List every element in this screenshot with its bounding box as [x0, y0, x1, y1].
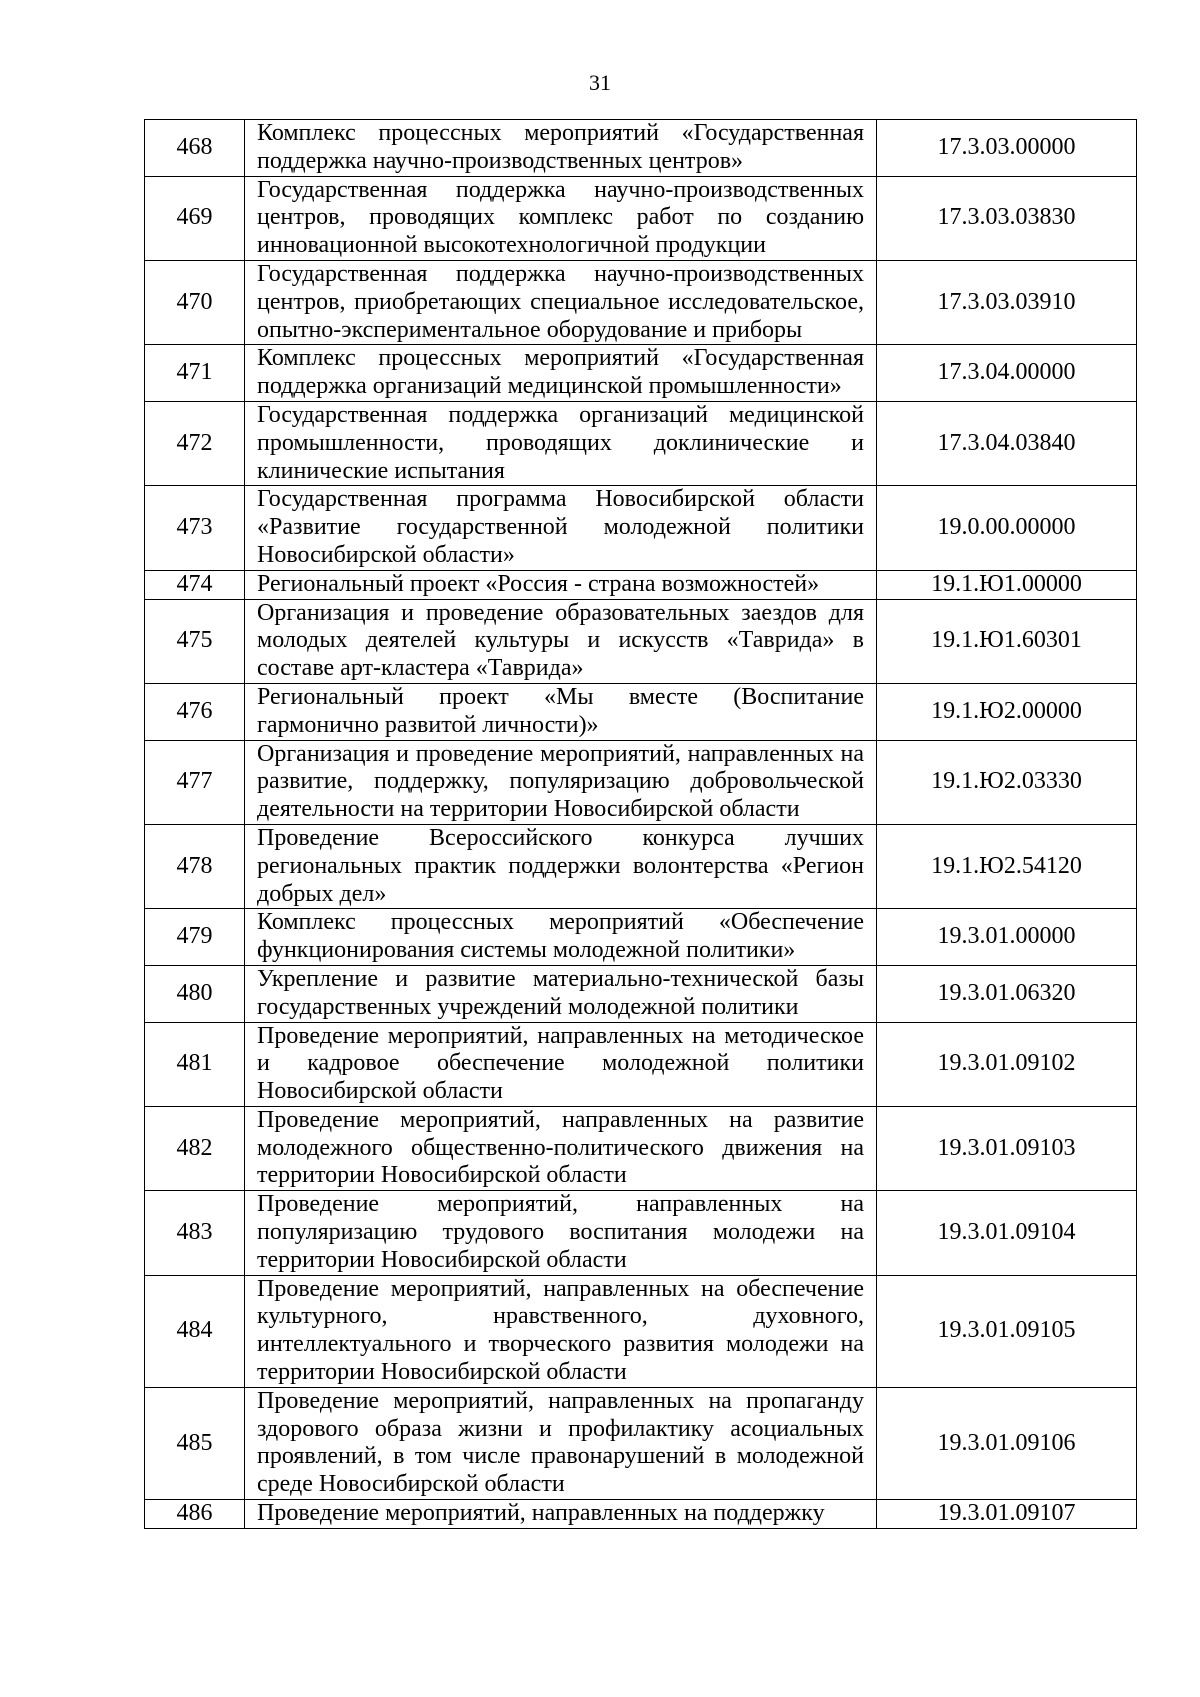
row-description: Комплекс процессных мероприятий «Государственная поддержка научно-производственных центров»: [245, 120, 877, 177]
table-row: [145, 1022, 1137, 1106]
row-code: 17.3.04.03840: [877, 401, 1137, 485]
row-number: 472: [145, 401, 245, 485]
table-row: [145, 260, 1137, 344]
row-code: 19.3.01.09102: [877, 1022, 1137, 1106]
row-number: 468: [145, 120, 245, 177]
row-description: Проведение мероприятий, направленных на методическое и кадровое обеспечение молодежной политики Новосибирской области: [245, 1022, 877, 1106]
row-description: Проведение мероприятий, направленных на развитие молодежного общественно-политического движения на территории Новосибирской области: [245, 1106, 877, 1190]
row-description: Региональный проект «Россия - страна возможностей»: [245, 570, 877, 599]
row-number: 469: [145, 176, 245, 260]
row-code: 17.3.04.00000: [877, 345, 1137, 402]
row-description: Проведение мероприятий, направленных на пропаганду здорового образа жизни и профилактику асоциальных проявлений, в том числе правонарушений в молодежной среде Новосибирской области: [245, 1387, 877, 1499]
table-row: [145, 909, 1137, 966]
table-row: [145, 1106, 1137, 1190]
table-row: [145, 120, 1137, 177]
row-description: Государственная программа Новосибирской области «Развитие государственной молодежной политики Новосибирской области»: [245, 486, 877, 570]
table-row: [145, 965, 1137, 1022]
row-number: 470: [145, 260, 245, 344]
row-description: Организация и проведение мероприятий, направленных на развитие, поддержку, популяризацию добровольческой деятельности на территории Новосибирской области: [245, 740, 877, 824]
row-number: 479: [145, 909, 245, 966]
table-row: [145, 683, 1137, 740]
table-row: [145, 401, 1137, 485]
table-row: [145, 1191, 1137, 1275]
row-number: 475: [145, 599, 245, 683]
row-number: 486: [145, 1500, 245, 1529]
row-number: 482: [145, 1106, 245, 1190]
page-number: 31: [589, 70, 611, 95]
table-row: [145, 1500, 1137, 1529]
table-row: [145, 345, 1137, 402]
row-number: 483: [145, 1191, 245, 1275]
row-number: 478: [145, 824, 245, 908]
row-number: 484: [145, 1275, 245, 1387]
row-description: Государственная поддержка научно-производственных центров, приобретающих специальное исследовательское, опытно-экспериментальное оборудование и приборы: [245, 260, 877, 344]
table-row: [145, 824, 1137, 908]
row-code: 19.0.00.00000: [877, 486, 1137, 570]
table-row: [145, 1275, 1137, 1387]
row-description: Организация и проведение образовательных заездов для молодых деятелей культуры и искусств «Таврида» в составе арт-кластера «Таврида»: [245, 599, 877, 683]
row-code: 19.3.01.09106: [877, 1387, 1137, 1499]
row-number: 473: [145, 486, 245, 570]
row-code: 19.1.Ю2.00000: [877, 683, 1137, 740]
row-code: 19.3.01.09103: [877, 1106, 1137, 1190]
row-code: 19.3.01.09104: [877, 1191, 1137, 1275]
budget-code-table: [144, 119, 1137, 1529]
row-description: Комплекс процессных мероприятий «Государственная поддержка организаций медицинской промышленности»: [245, 345, 877, 402]
row-number: 476: [145, 683, 245, 740]
row-code: 17.3.03.03830: [877, 176, 1137, 260]
row-description: Укрепление и развитие материально-технической базы государственных учреждений молодежной политики: [245, 965, 877, 1022]
row-code: 19.3.01.09107: [877, 1500, 1137, 1529]
table-row: [145, 740, 1137, 824]
row-code: 19.3.01.06320: [877, 965, 1137, 1022]
row-description: Комплекс процессных мероприятий «Обеспечение функционирования системы молодежной политики»: [245, 909, 877, 966]
row-description: Проведение мероприятий, направленных на обеспечение культурного, нравственного, духовного, интеллектуального и творческого развития молодежи на территории Новосибирской области: [245, 1275, 877, 1387]
row-code: 17.3.03.03910: [877, 260, 1137, 344]
table-row: [145, 599, 1137, 683]
row-code: 19.1.Ю1.60301: [877, 599, 1137, 683]
row-number: 477: [145, 740, 245, 824]
row-description: Проведение мероприятий, направленных на популяризацию трудового воспитания молодежи на территории Новосибирской области: [245, 1191, 877, 1275]
row-code: 19.1.Ю2.03330: [877, 740, 1137, 824]
table-row: [145, 176, 1137, 260]
row-code: 19.1.Ю2.54120: [877, 824, 1137, 908]
row-number: 480: [145, 965, 245, 1022]
row-description: Проведение мероприятий, направленных на поддержку: [245, 1500, 877, 1529]
row-number: 474: [145, 570, 245, 599]
row-code: 19.1.Ю1.00000: [877, 570, 1137, 599]
row-number: 481: [145, 1022, 245, 1106]
table-row: [145, 1387, 1137, 1499]
row-code: 19.3.01.09105: [877, 1275, 1137, 1387]
row-description: Региональный проект «Мы вместе (Воспитание гармонично развитой личности)»: [245, 683, 877, 740]
row-description: Государственная поддержка организаций медицинской промышленности, проводящих доклинические и клинические испытания: [245, 401, 877, 485]
table-row: [145, 486, 1137, 570]
row-code: 19.3.01.00000: [877, 909, 1137, 966]
table-body: [145, 120, 1137, 1529]
table-row: [145, 570, 1137, 599]
row-description: Государственная поддержка научно-производственных центров, проводящих комплекс работ по созданию инновационной высокотехнологичной продукции: [245, 176, 877, 260]
row-number: 485: [145, 1387, 245, 1499]
row-code: 17.3.03.00000: [877, 120, 1137, 177]
row-number: 471: [145, 345, 245, 402]
row-description: Проведение Всероссийского конкурса лучших региональных практик поддержки волонтерства «Регион добрых дел»: [245, 824, 877, 908]
